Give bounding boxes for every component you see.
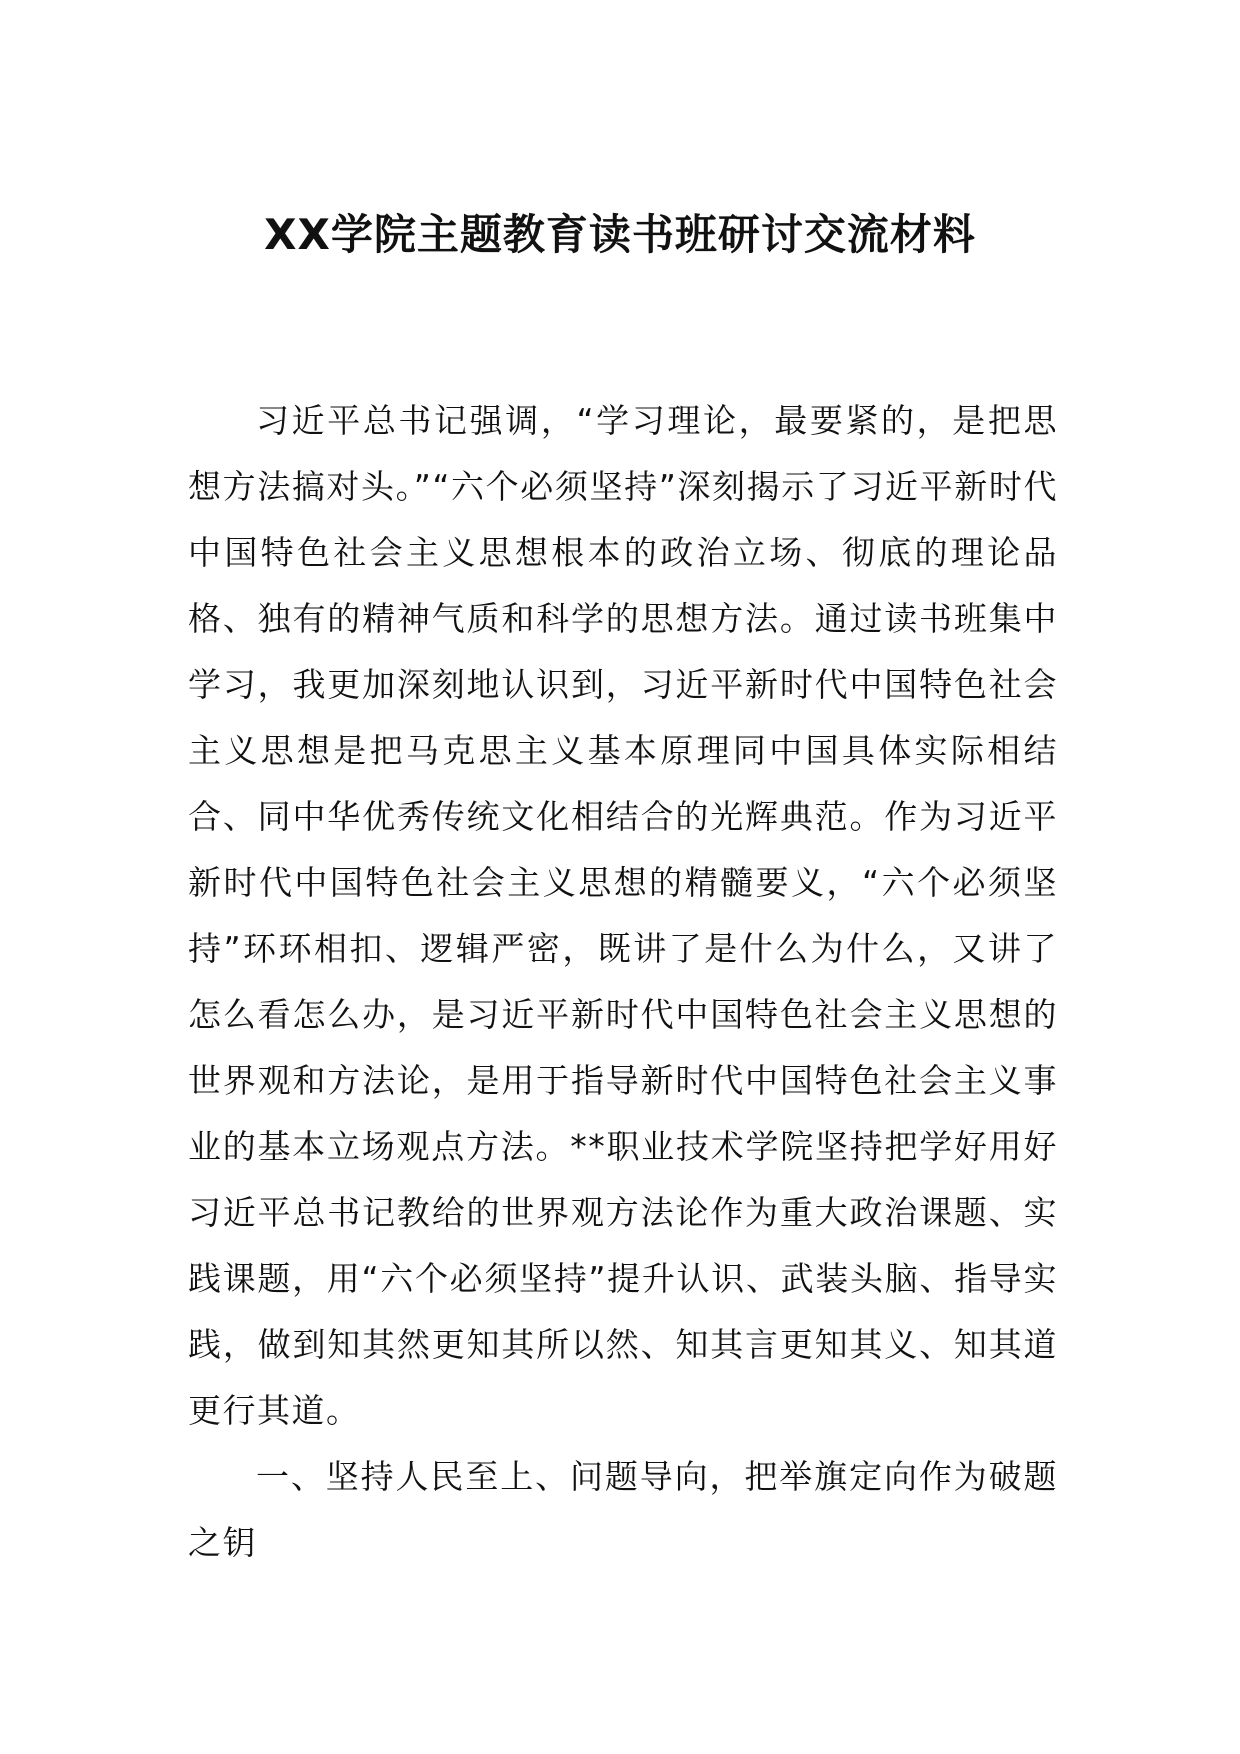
document-title: XX学院主题教育读书班研讨交流材料: [264, 210, 976, 259]
intro-paragraph: 习近平总书记强调，“学习理论，最要紧的，是把思想方法搞对头。”“六个必须坚持”深刻揭示了习近平新时代中国特色社会主义思想根本的政治立场、彻底的理论品格、独有的精神气质和科学的思想方法。通过读书班集中学习，我更加深刻地认识到，习近平新时代中国特色社会主义思想是把马克思主义基本原理同中国具体实际相结合、同中华优秀传统文化相结合的光辉典范。作为习近平新时代中国特色社会主义思想的精髓要义，“六个必须坚持”环环相扣、逻辑严密，既讲了是什么为什么，又讲了怎么看怎么办，是习近平新时代中国特色社会主义思想的世界观和方法论，是用于指导新时代中国特色社会主义事业的基本立场观点方法。**职业技术学院坚持把学好用好习近平总书记教给的世界观方法论作为重大政治课题、实践课题，用“六个必须坚持”提升认识、武装头脑、指导实践，做到知其然更知其所以然、知其言更知其义、知其道更行其道。: [188, 401, 1058, 1430]
section-heading-1: 一、坚持人民至上、问题导向，把举旗定向作为破题之钥: [188, 1457, 1058, 1562]
document-body: [188, 388, 1058, 1576]
